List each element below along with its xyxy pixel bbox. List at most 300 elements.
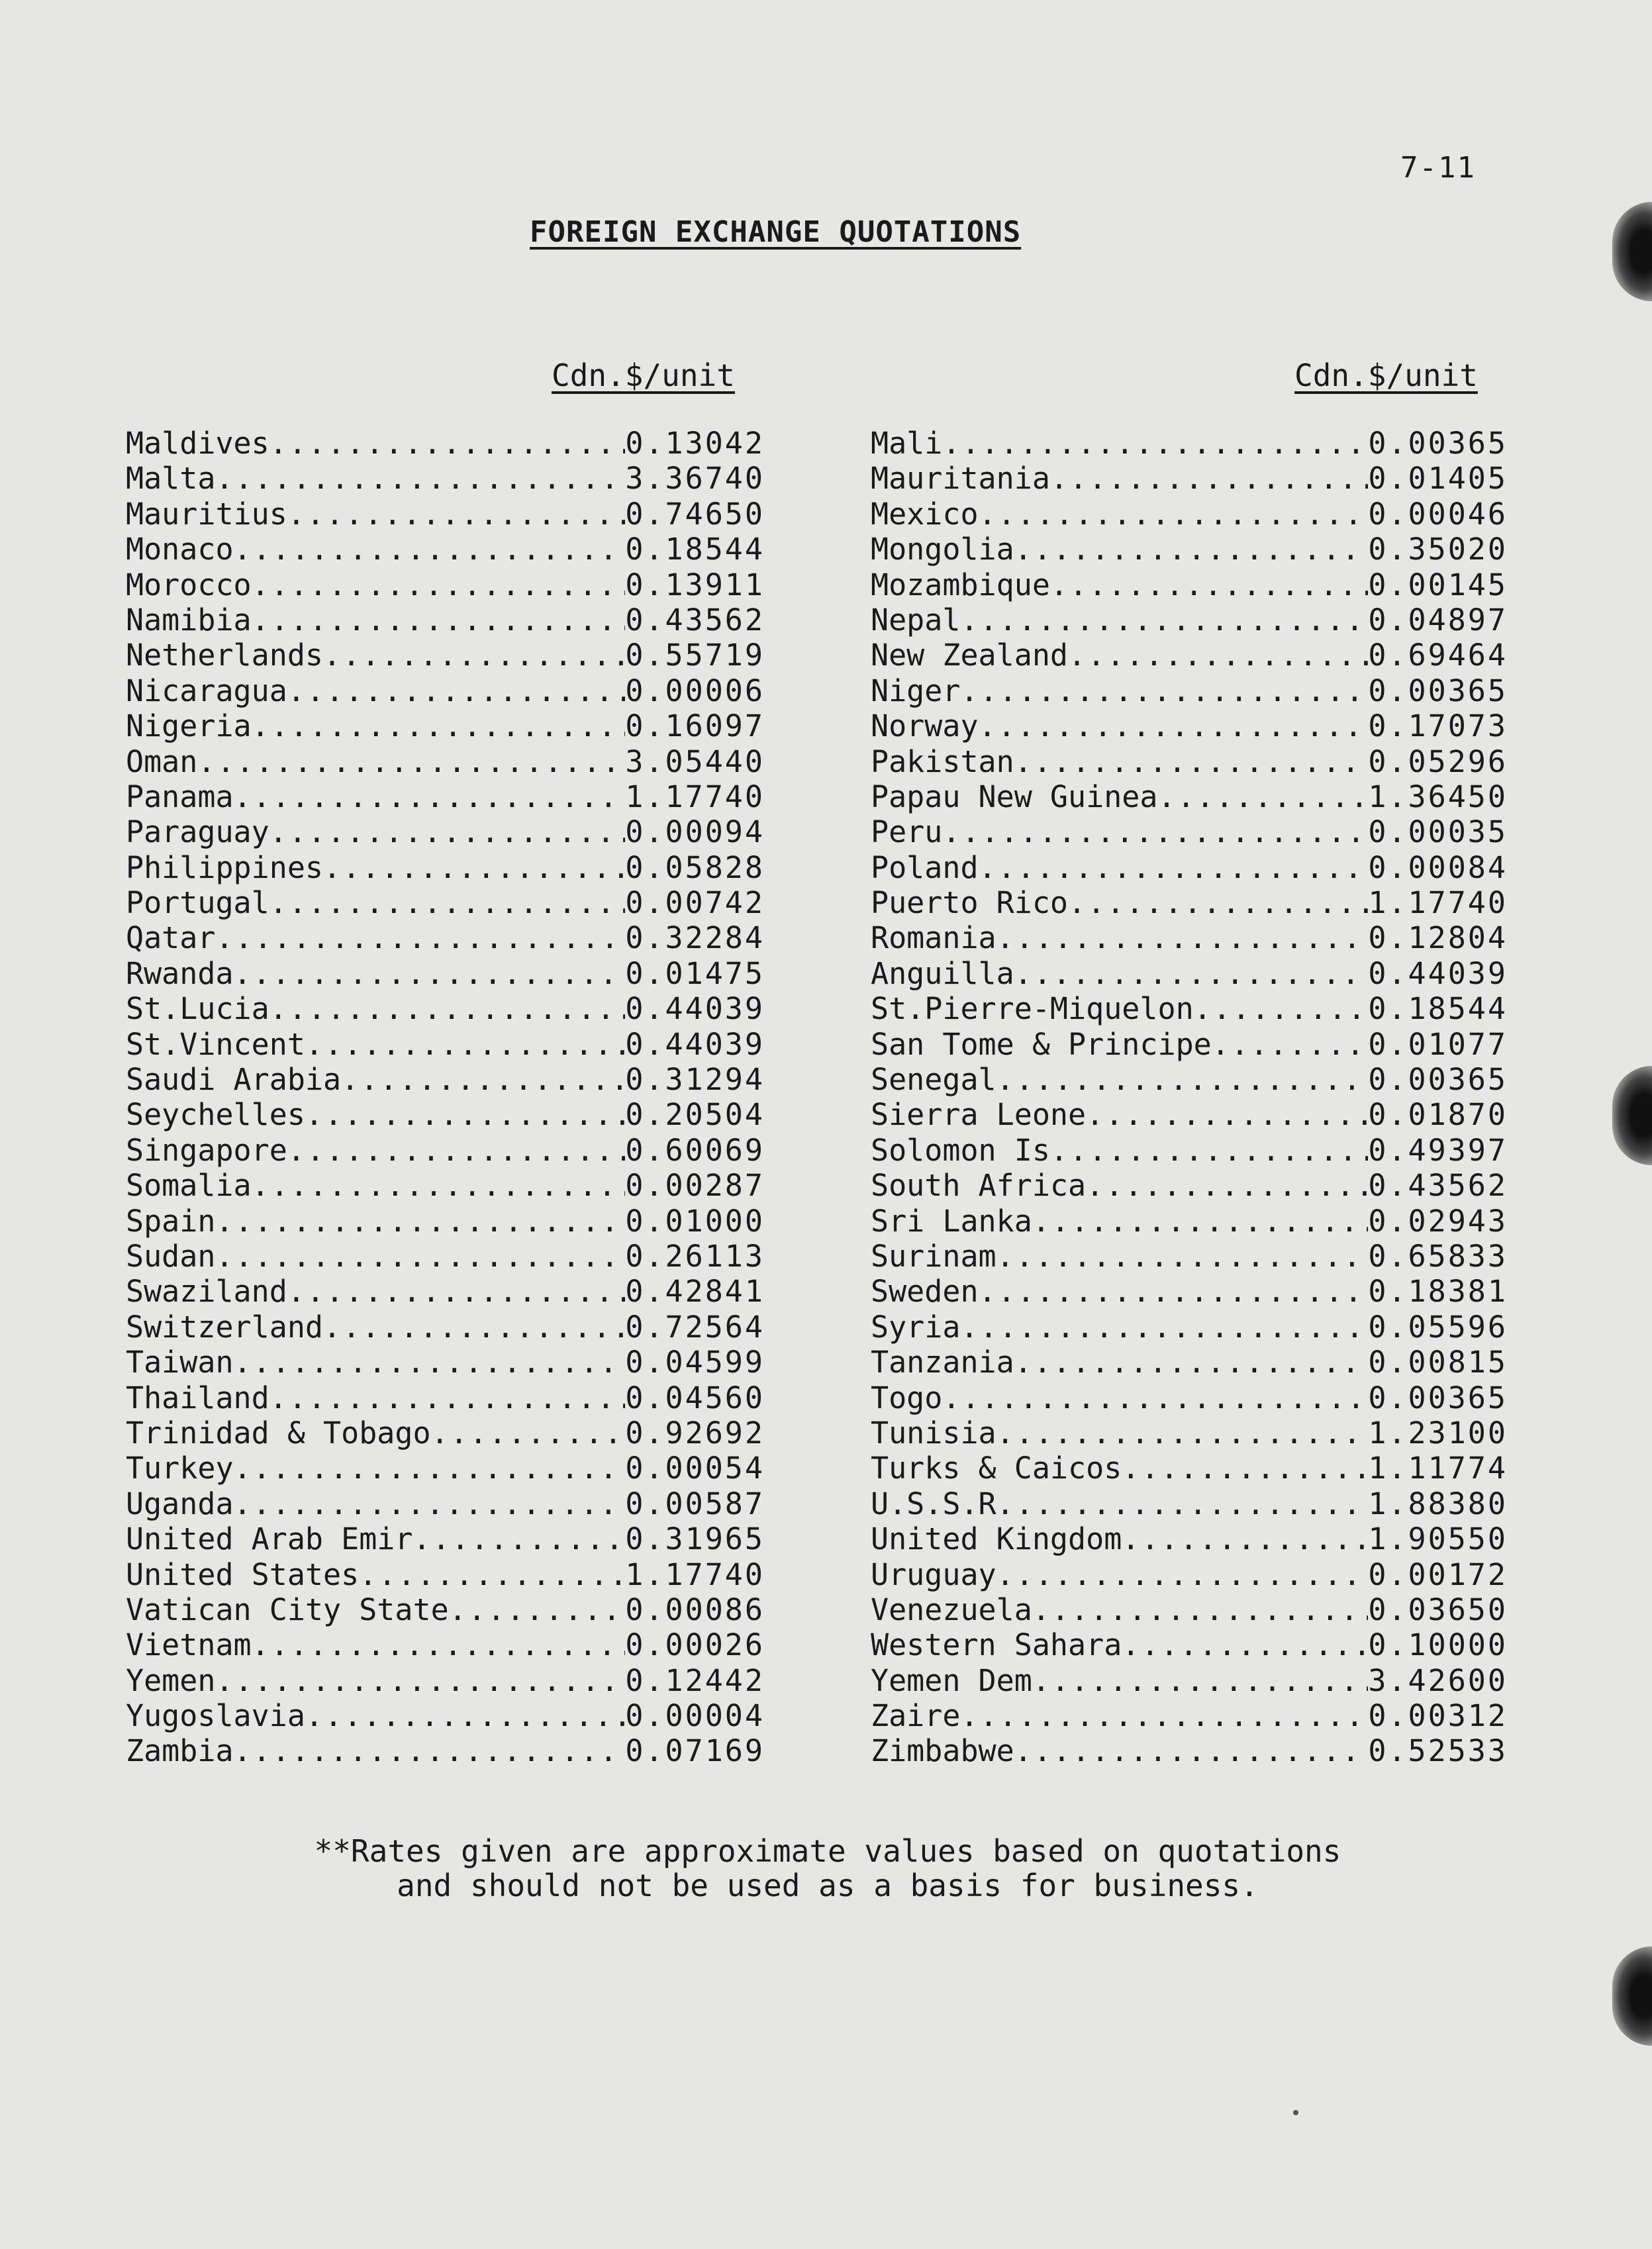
country-name: San Tome & Principe xyxy=(871,1026,1212,1062)
dot-leader xyxy=(269,426,626,461)
rate-row xyxy=(126,1521,765,1556)
dot-leader xyxy=(1014,956,1369,991)
binder-hole-middle xyxy=(1612,1066,1652,1165)
rate-row xyxy=(871,1168,1508,1203)
country-name: Mozambique xyxy=(871,567,1050,602)
rate-row xyxy=(126,885,765,920)
rate-row xyxy=(871,1733,1508,1768)
rate-row xyxy=(871,1204,1508,1239)
rate-row xyxy=(126,497,765,532)
rate-row xyxy=(126,1274,765,1309)
rate-row xyxy=(126,426,765,461)
rate-row xyxy=(871,1027,1508,1062)
rate-row xyxy=(126,532,765,567)
rate-row xyxy=(126,1204,765,1239)
exchange-rate: 0.92692 xyxy=(625,1415,765,1451)
exchange-rate: 0.00004 xyxy=(625,1698,765,1734)
country-name: Paraguay xyxy=(126,814,269,850)
exchange-rate: 0.31965 xyxy=(625,1521,765,1557)
exchange-rate: 0.01405 xyxy=(1368,461,1508,497)
dot-leader xyxy=(431,1415,626,1451)
country-name: Venezuela xyxy=(871,1592,1032,1627)
binder-hole-top xyxy=(1612,202,1652,301)
rate-row xyxy=(126,779,765,814)
country-name: Senegal xyxy=(871,1062,996,1098)
dot-leader xyxy=(305,1027,625,1062)
country-name: Yugoslavia xyxy=(126,1698,305,1734)
exchange-rate: 0.32284 xyxy=(625,920,765,956)
country-name: Turkey xyxy=(126,1451,234,1486)
rate-row xyxy=(871,1239,1508,1274)
rate-row xyxy=(126,814,765,849)
country-name: United States xyxy=(126,1556,360,1592)
dot-leader xyxy=(979,1274,1369,1309)
dot-leader xyxy=(323,1310,625,1345)
country-name: Anguilla xyxy=(871,955,1014,991)
rate-row xyxy=(126,638,765,673)
country-name: Somalia xyxy=(126,1168,252,1204)
rate-row xyxy=(871,1698,1508,1733)
exchange-rate: 0.04560 xyxy=(625,1380,765,1415)
country-name: Niger xyxy=(871,673,961,708)
exchange-rate: 0.72564 xyxy=(625,1309,765,1345)
exchange-rate: 0.04599 xyxy=(625,1345,765,1380)
exchange-rate: 0.00365 xyxy=(1368,1380,1508,1415)
exchange-rate: 0.52533 xyxy=(1368,1733,1508,1769)
rate-row xyxy=(126,1168,765,1203)
rate-row xyxy=(871,532,1508,567)
exchange-rate: 0.00035 xyxy=(1368,814,1508,850)
rate-row xyxy=(871,1521,1508,1556)
rate-row xyxy=(871,1557,1508,1592)
dot-leader xyxy=(960,1310,1368,1345)
dot-leader xyxy=(1068,885,1368,920)
dot-leader xyxy=(252,1627,626,1662)
exchange-rate: 0.60069 xyxy=(625,1132,765,1168)
exchange-rate: 0.01870 xyxy=(1368,1097,1508,1133)
country-name: Spain xyxy=(126,1203,216,1239)
country-name: Netherlands xyxy=(126,638,324,673)
rate-row xyxy=(871,814,1508,849)
binder-hole-bottom xyxy=(1612,1946,1652,2046)
left-column-header: Cdn.$/unit xyxy=(552,358,735,393)
rate-row xyxy=(126,920,765,955)
rate-row xyxy=(126,1698,765,1733)
country-name: Maldives xyxy=(126,426,269,461)
dot-leader xyxy=(1068,638,1368,673)
exchange-rate: 1.17740 xyxy=(625,779,765,814)
exchange-rate: 0.20504 xyxy=(625,1097,765,1133)
exchange-rate: 3.05440 xyxy=(625,743,765,779)
exchange-rate: 0.01077 xyxy=(1368,1026,1508,1062)
rate-row xyxy=(871,1310,1508,1345)
rate-row xyxy=(871,991,1508,1026)
rate-row xyxy=(871,673,1508,708)
dot-leader xyxy=(1122,1521,1368,1556)
rate-row xyxy=(126,1027,765,1062)
exchange-rate: 0.17073 xyxy=(1368,708,1508,744)
exchange-rate: 0.00054 xyxy=(625,1451,765,1486)
rate-row xyxy=(126,744,765,779)
dot-leader xyxy=(1014,1345,1369,1380)
country-name: St.Vincent xyxy=(126,1026,305,1062)
country-name: Monaco xyxy=(126,532,234,567)
dot-leader xyxy=(996,1557,1369,1592)
dot-leader xyxy=(234,779,626,814)
dot-leader xyxy=(287,497,626,532)
dot-leader xyxy=(942,426,1368,461)
dot-leader xyxy=(269,991,626,1026)
dot-leader xyxy=(252,567,626,602)
exchange-rate: 0.00026 xyxy=(625,1627,765,1663)
dot-leader xyxy=(1014,1733,1369,1768)
country-name: Papau New Guinea xyxy=(871,779,1158,814)
dot-leader xyxy=(287,1274,626,1309)
rate-row xyxy=(126,1133,765,1168)
dot-leader xyxy=(942,1380,1368,1415)
country-name: United Arab Emir xyxy=(126,1521,413,1557)
dot-leader xyxy=(287,1133,626,1168)
dot-leader xyxy=(234,532,626,567)
rate-row xyxy=(126,991,765,1026)
dot-leader xyxy=(287,673,626,708)
rate-row xyxy=(871,920,1508,955)
rate-row xyxy=(126,1239,765,1274)
dot-leader xyxy=(215,461,625,496)
exchange-rate: 0.00365 xyxy=(1368,1062,1508,1098)
country-name: Trinidad & Tobago xyxy=(126,1415,431,1451)
rate-row xyxy=(126,956,765,991)
exchange-rate: 3.36740 xyxy=(625,461,765,497)
exchange-rate: 0.05596 xyxy=(1368,1309,1508,1345)
exchange-rate: 0.00094 xyxy=(625,814,765,850)
exchange-rate: 1.36450 xyxy=(1368,779,1508,814)
rate-row xyxy=(871,1486,1508,1521)
country-name: United Kingdom xyxy=(871,1521,1122,1557)
dot-leader xyxy=(449,1592,626,1627)
rate-row xyxy=(871,497,1508,532)
exchange-rate: 0.18381 xyxy=(1368,1274,1508,1310)
rate-row xyxy=(871,1627,1508,1662)
dot-leader xyxy=(234,1345,626,1380)
country-name: Vietnam xyxy=(126,1627,252,1663)
rate-row xyxy=(126,1592,765,1627)
country-name: Tanzania xyxy=(871,1345,1014,1380)
exchange-rate: 1.17740 xyxy=(1368,885,1508,921)
country-name: Sudan xyxy=(126,1238,216,1274)
rate-row xyxy=(871,1345,1508,1380)
rate-row xyxy=(126,850,765,885)
rate-row xyxy=(871,567,1508,602)
dot-leader xyxy=(1122,1451,1368,1486)
dot-leader xyxy=(1050,567,1368,602)
country-name: Mauritania xyxy=(871,461,1050,497)
country-name: Taiwan xyxy=(126,1345,234,1380)
exchange-rate: 0.49397 xyxy=(1368,1132,1508,1168)
dot-leader xyxy=(1014,744,1369,779)
rate-row xyxy=(871,1592,1508,1627)
exchange-rate: 0.00587 xyxy=(625,1486,765,1521)
dot-leader xyxy=(215,920,625,955)
country-name: Namibia xyxy=(126,602,252,638)
country-name: Puerto Rico xyxy=(871,885,1069,921)
exchange-rate: 0.00172 xyxy=(1368,1556,1508,1592)
dot-leader xyxy=(252,708,626,743)
country-name: Switzerland xyxy=(126,1309,324,1345)
page-title: FOREIGN EXCHANGE QUOTATIONS xyxy=(530,215,1022,249)
country-name: St.Pierre-Miquelon xyxy=(871,991,1194,1027)
dot-leader xyxy=(1032,1592,1369,1627)
country-name: Rwanda xyxy=(126,955,234,991)
country-name: Western Sahara xyxy=(871,1627,1122,1663)
dot-leader xyxy=(960,602,1368,638)
dot-leader xyxy=(1122,1627,1368,1662)
rate-row xyxy=(126,461,765,496)
dot-leader xyxy=(234,1486,626,1521)
rate-row xyxy=(871,426,1508,461)
footnote-line-2: and should not be used as a basis for business. xyxy=(397,1868,1259,1903)
country-name: U.S.S.R xyxy=(871,1486,996,1521)
dot-leader xyxy=(323,850,625,885)
dot-leader xyxy=(1032,1663,1369,1698)
country-name: Nigeria xyxy=(126,708,252,744)
rate-row xyxy=(871,602,1508,638)
country-name: Uganda xyxy=(126,1486,234,1521)
rate-row xyxy=(126,1733,765,1768)
exchange-rate: 0.13911 xyxy=(625,567,765,602)
dot-leader xyxy=(197,744,625,779)
country-name: Zambia xyxy=(126,1733,234,1769)
exchange-rate: 0.18544 xyxy=(1368,991,1508,1027)
dot-leader xyxy=(215,1204,625,1239)
exchange-rate: 0.03650 xyxy=(1368,1592,1508,1627)
country-name: Thailand xyxy=(126,1380,269,1415)
exchange-rate: 0.43562 xyxy=(625,602,765,638)
dot-leader xyxy=(942,814,1368,849)
exchange-rate: 0.18544 xyxy=(625,532,765,567)
rate-row xyxy=(126,1345,765,1380)
dot-leader xyxy=(234,1451,626,1486)
rate-row xyxy=(126,567,765,602)
left-rate-list xyxy=(126,426,765,1769)
dot-leader xyxy=(234,956,626,991)
country-name: Nicaragua xyxy=(126,673,287,708)
dot-leader xyxy=(1032,1204,1369,1239)
smudge-mark xyxy=(1293,2110,1298,2115)
country-name: Norway xyxy=(871,708,979,744)
rate-row xyxy=(871,1415,1508,1451)
exchange-rate: 0.01475 xyxy=(625,955,765,991)
exchange-rate: 0.44039 xyxy=(1368,955,1508,991)
dot-leader xyxy=(252,602,626,638)
country-name: Qatar xyxy=(126,920,216,956)
country-name: Portugal xyxy=(126,885,269,921)
exchange-rate: 0.00084 xyxy=(1368,849,1508,885)
dot-leader xyxy=(979,497,1369,532)
country-name: St.Lucia xyxy=(126,991,269,1027)
exchange-rate: 0.05828 xyxy=(625,849,765,885)
country-name: Yemen xyxy=(126,1662,216,1698)
rate-row xyxy=(126,708,765,743)
page-number: 7-11 xyxy=(1400,151,1476,185)
rate-row xyxy=(126,1451,765,1486)
dot-leader xyxy=(341,1062,625,1097)
exchange-rate: 0.35020 xyxy=(1368,532,1508,567)
country-name: Singapore xyxy=(126,1132,287,1168)
country-name: Solomon Is xyxy=(871,1132,1050,1168)
dot-leader xyxy=(996,1239,1369,1274)
exchange-rate: 0.69464 xyxy=(1368,638,1508,673)
dot-leader xyxy=(215,1239,625,1274)
country-name: Turks & Caicos xyxy=(871,1451,1122,1486)
exchange-rate: 0.00145 xyxy=(1368,567,1508,602)
country-name: Surinam xyxy=(871,1238,996,1274)
rate-row xyxy=(126,1663,765,1698)
country-name: Mongolia xyxy=(871,532,1014,567)
exchange-rate: 0.16097 xyxy=(625,708,765,744)
country-name: Uruguay xyxy=(871,1556,996,1592)
dot-leader xyxy=(1050,1133,1368,1168)
dot-leader xyxy=(996,1486,1369,1521)
rate-row xyxy=(871,1663,1508,1698)
exchange-rate: 0.10000 xyxy=(1368,1627,1508,1663)
exchange-rate: 0.26113 xyxy=(625,1238,765,1274)
exchange-rate: 0.00815 xyxy=(1368,1345,1508,1380)
country-name: Morocco xyxy=(126,567,252,602)
dot-leader xyxy=(1014,532,1369,567)
country-name: Zaire xyxy=(871,1698,961,1734)
exchange-rate: 0.12804 xyxy=(1368,920,1508,956)
country-name: South Africa xyxy=(871,1168,1087,1204)
country-name: Vatican City State xyxy=(126,1592,449,1627)
exchange-rate: 0.00312 xyxy=(1368,1698,1508,1734)
exchange-rate: 0.00046 xyxy=(1368,496,1508,532)
rate-row xyxy=(871,779,1508,814)
country-name: New Zealand xyxy=(871,638,1069,673)
exchange-rate: 0.43562 xyxy=(1368,1168,1508,1204)
exchange-rate: 0.00365 xyxy=(1368,673,1508,708)
exchange-rate: 0.65833 xyxy=(1368,1238,1508,1274)
dot-leader xyxy=(960,1698,1368,1733)
rate-row xyxy=(871,1133,1508,1168)
country-name: Tunisia xyxy=(871,1415,996,1451)
exchange-rate: 0.74650 xyxy=(625,496,765,532)
exchange-rate: 0.12442 xyxy=(625,1662,765,1698)
country-name: Swaziland xyxy=(126,1274,287,1310)
country-name: Seychelles xyxy=(126,1097,305,1133)
rate-row xyxy=(126,1310,765,1345)
country-name: Mauritius xyxy=(126,496,287,532)
rate-row xyxy=(126,1486,765,1521)
exchange-rate: 0.07169 xyxy=(625,1733,765,1769)
right-column-header: Cdn.$/unit xyxy=(1294,358,1478,393)
footnote-line-1: **Rates given are approximate values based on quotations xyxy=(314,1833,1341,1869)
rate-row xyxy=(871,850,1508,885)
exchange-rate: 0.05296 xyxy=(1368,743,1508,779)
country-name: Mexico xyxy=(871,496,979,532)
dot-leader xyxy=(996,920,1369,955)
exchange-rate: 0.00086 xyxy=(625,1592,765,1627)
dot-leader xyxy=(413,1521,625,1556)
country-name: Zimbabwe xyxy=(871,1733,1014,1769)
dot-leader xyxy=(215,1663,625,1698)
dot-leader xyxy=(1086,1168,1368,1203)
rate-row xyxy=(126,1062,765,1097)
dot-leader xyxy=(1157,779,1368,814)
dot-leader xyxy=(269,1380,626,1415)
rate-row xyxy=(871,1097,1508,1132)
dot-leader xyxy=(1194,991,1369,1026)
dot-leader xyxy=(269,885,626,920)
exchange-rate: 0.55719 xyxy=(625,638,765,673)
dot-leader xyxy=(252,1168,626,1203)
country-name: Philippines xyxy=(126,849,324,885)
exchange-rate: 0.00365 xyxy=(1368,426,1508,461)
country-name: Sweden xyxy=(871,1274,979,1310)
dot-leader xyxy=(996,1415,1369,1451)
country-name: Malta xyxy=(126,461,216,497)
exchange-rate: 0.01000 xyxy=(625,1203,765,1239)
rate-row xyxy=(126,602,765,638)
exchange-rate: 1.90550 xyxy=(1368,1521,1508,1557)
rate-row xyxy=(871,744,1508,779)
dot-leader xyxy=(269,814,626,849)
rate-row xyxy=(871,1380,1508,1415)
country-name: Panama xyxy=(126,779,234,814)
dot-leader xyxy=(359,1557,625,1592)
country-name: Poland xyxy=(871,849,979,885)
exchange-rate: 0.02943 xyxy=(1368,1203,1508,1239)
dot-leader xyxy=(996,1062,1369,1097)
country-name: Pakistan xyxy=(871,743,1014,779)
country-name: Peru xyxy=(871,814,943,850)
exchange-rate: 0.31294 xyxy=(625,1062,765,1098)
exchange-rate: 0.44039 xyxy=(625,991,765,1027)
dot-leader xyxy=(979,850,1369,885)
exchange-rate: 0.00006 xyxy=(625,673,765,708)
dot-leader xyxy=(1086,1097,1368,1132)
dot-leader xyxy=(960,673,1368,708)
dot-leader xyxy=(323,638,625,673)
dot-leader xyxy=(1050,461,1368,496)
rate-row xyxy=(871,638,1508,673)
country-name: Oman xyxy=(126,743,198,779)
country-name: Yemen Dem xyxy=(871,1662,1032,1698)
country-name: Mali xyxy=(871,426,943,461)
rate-row xyxy=(871,1274,1508,1309)
rate-row xyxy=(126,1557,765,1592)
exchange-rate: 0.42841 xyxy=(625,1274,765,1310)
rate-row xyxy=(126,1097,765,1132)
country-name: Sierra Leone xyxy=(871,1097,1087,1133)
country-name: Sri Lanka xyxy=(871,1203,1032,1239)
country-name: Nepal xyxy=(871,602,961,638)
exchange-rate: 0.00742 xyxy=(625,885,765,921)
exchange-rate: 0.13042 xyxy=(625,426,765,461)
exchange-rate: 1.23100 xyxy=(1368,1415,1508,1451)
rate-row xyxy=(126,1627,765,1662)
country-name: Saudi Arabia xyxy=(126,1062,342,1098)
exchange-rate: 1.11774 xyxy=(1368,1451,1508,1486)
exchange-rate: 1.88380 xyxy=(1368,1486,1508,1521)
rate-row xyxy=(871,885,1508,920)
footnote xyxy=(199,1834,1457,1903)
rate-row xyxy=(871,708,1508,743)
rate-row xyxy=(871,1062,1508,1097)
exchange-rate: 3.42600 xyxy=(1368,1662,1508,1698)
exchange-rate: 0.44039 xyxy=(625,1026,765,1062)
exchange-rate: 0.04897 xyxy=(1368,602,1508,638)
